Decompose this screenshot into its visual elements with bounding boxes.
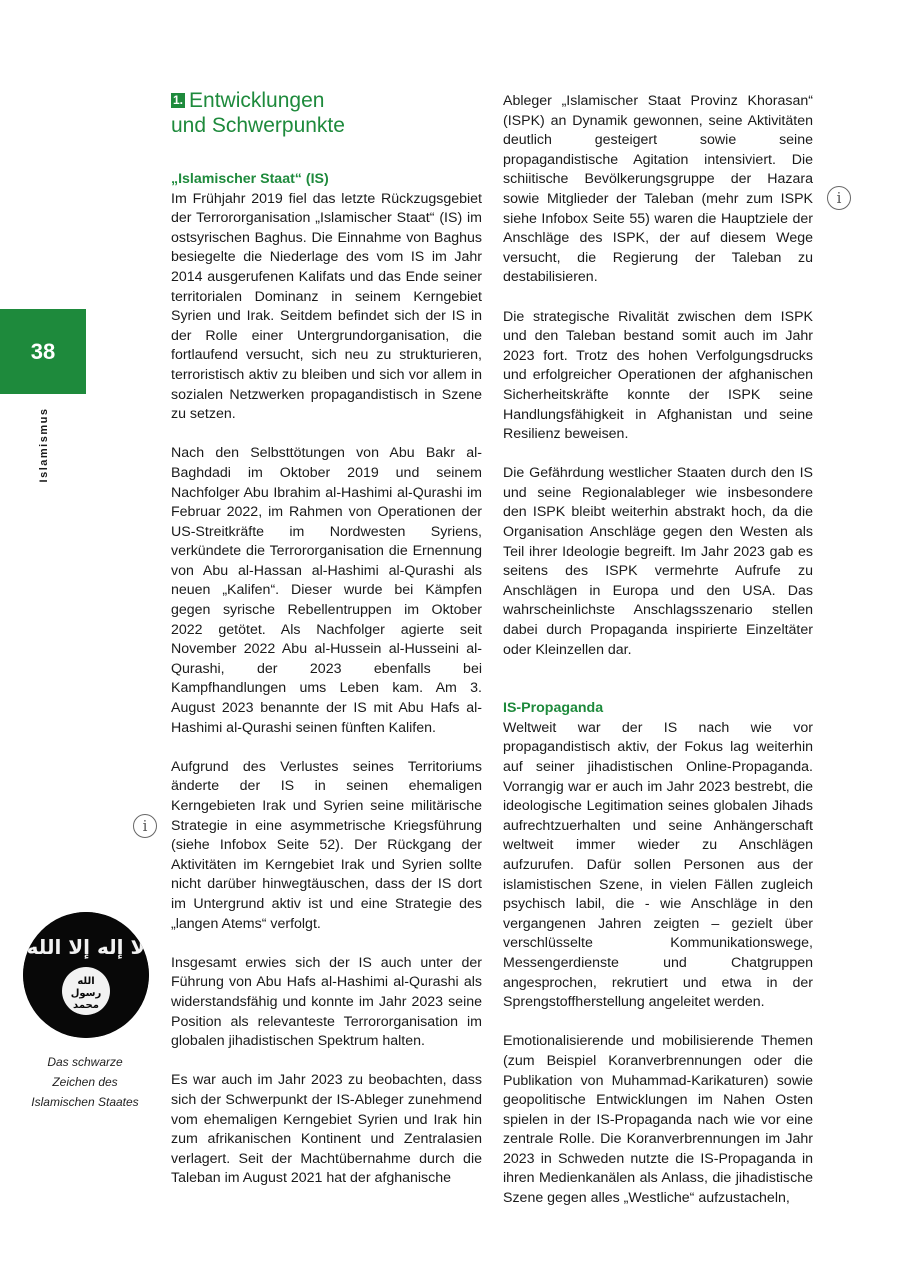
paragraph: Die Gefährdung westlicher Staaten durch den IS und seine Regionalableger wie insbesondere den ISPK bleibt weiterhin abstrakt hoch, da die Organisation Anschläge gegen den Westen als Teil ihrer Ideologie begreift. Im Jahr 2023 gab es seitens des ISPK vermehrte Aufrufe zu Anschlägen in Europa und den USA. Das wahrscheinlichste Anschlagsszenario stellen dabei durch Propaganda inspirierte Einzeltäter oder Kleinzellen dar. [503, 465, 813, 658]
flag-seal-text: الله [77, 976, 95, 987]
paragraph: Nach den Selbsttötungen von Abu Bakr al-Baghdadi im Oktober 2019 und seinem Nachfolger Abu Ibrahim al-Hashimi al-Qurashi im Februar 2022, im Rahmen von Operationen der US-Streitkräfte im Nordwesten Syriens, verkündete die Terrororganisation die Ernennung von Abu al-Hassan al-Hashimi al-Qurashi als neuen „Kalifen“. Dieser wurde bei Kämpfen gegen syrische Rebellentruppen im Oktober 2022 getötet. Als Nachfolger agierte seit November 2022 Abu al-Hussein al-Husseini al-Qurashi, der 2023 ebenfalls bei Kampfhandlungen ums Leben kam. Am 3. August 2023 benannte der IS mit Abu Hafs al-Hashimi al-Qurashi seinen fünften Kalifen. [171, 445, 482, 736]
paragraph: Im Frühjahr 2019 fiel das letzte Rückzugsgebiet der Terrororganisation „Islamischer Staat“ (IS) im ostsyrischen Baghus. Die Einnahme von Baghus besiegelte die Niederlage des vom IS im Jahr 2014 ausgerufenen Kalifats und das Ende seiner territorialen Dominanz in seinem Kerngebiet Syrien und Irak. Seitdem befindet sich der IS in der Rolle einer Untergrundorganisation, die fortlaufend versucht, sich neu zu strukturieren, terroristisch aktiv zu bleiben und sich vor allem in sozialen Netzwerken propagandistisch in Szene zu setzen. [171, 190, 482, 423]
page-number: 38 [30, 338, 56, 364]
paragraph: Insgesamt erwies sich der IS auch unter der Führung von Abu Hafs al-Hashimi al-Qurashi als widerstandsfähig und konnte im Jahr 2023 seine Position als relevanteste Terrororganisation im globalen jihadistischen Spektrum halten. [171, 954, 482, 1050]
info-icon[interactable]: i [827, 186, 851, 210]
info-icon[interactable]: i [133, 814, 157, 838]
paragraph: Emotionalisierende und mobilisierende Themen (zum Beispiel Koranverbrennungen oder die Publikation von Muhammad-Karikaturen) sowie geopolitische Entwicklungen im Nahen Osten spielen in der IS-Propaganda nach wie vor eine zentrale Rolle. Die Koranverbrennungen im Jahr 2023 in Schweden nutzte die IS-Propaganda in ihren Medienkanälen als Anlass, die jihadistische Szene gegen alles „Westliche“ aufzustacheln, [503, 1033, 813, 1207]
subheading: „Islamischer Staat“ (IS) [171, 171, 329, 187]
heading-line: Entwicklungen [189, 89, 325, 112]
flag-seal-text: رسول [70, 988, 102, 999]
paragraph: Weltweit war der IS nach wie vor propagandistisch aktiv, der Fokus lag weiterhin auf seiner jihadistischen Online-Propaganda. Vorrangig war er auch im Jahr 2023 bestrebt, die ideologische Legitimation seines globalen Jihads aufrechtzuerhalten und seine Anhängerschaft weltweit immer wieder zu Anschlägen aufzurufen. Dafür sollen Personen aus der islamistischen Szene, in vielen Fällen zugleich psychisch labil, die - wie Anschläge in den vergangenen Jahren zeigten – gezielt über verschlüsselte Kommunikationswege, Messengerdienste und Chatgruppen angesprochen, rekrutiert und etwa in der Sprengstoffherstellung angeleitet werden. [503, 719, 813, 1011]
paragraph: Aufgrund des Verlustes seines Territoriums änderte der IS in seinen ehemaligen Kerngebieten Irak und Syrien seine militärische Strategie in eine asymmetrische Kriegsführung (siehe Infobox Seite 52). Der Rückgang der Aktivitäten im Kerngebiet Irak und Syrien sollte nicht darüber hinwegtäuschen, dass der IS dort im Untergrund aktiv ist und eine Strategie des „langen Atems“ verfolgt. [171, 758, 482, 932]
chapter-number: 1. [173, 93, 184, 107]
caption-line: Islamischen Staates [31, 1095, 139, 1109]
left-column [171, 88, 482, 1208]
flag-graphic [23, 912, 149, 1038]
is-flag-image [23, 912, 149, 1038]
paragraph: Ableger „Islamischer Staat Provinz Khorasan“ (ISPK) an Dynamik gewonnen, seine Aktivitäten deutlich gesteigert sowie seine propagandistische Agitation intensiviert. Die schiitische Bevölkerungsgruppe der Hazara sowie Mitglieder der Taleban (mehr zum ISPK siehe Infobox Seite 55) waren die Hauptziele der Anschläge des ISPK, der auf diesem Wege versucht, die Regierung der Taleban zu destabilisieren. [503, 93, 813, 286]
heading-line: und Schwerpunkte [171, 114, 345, 137]
section-label: Islamismus [38, 407, 50, 483]
page-number-tab [0, 309, 86, 394]
flag-seal-text: محمد [73, 1000, 99, 1011]
chapter-heading [171, 88, 482, 138]
subheading: IS-Propaganda [503, 700, 604, 717]
caption-line: Zeichen des [52, 1075, 118, 1089]
paragraph: Es war auch im Jahr 2023 zu beobachten, dass sich der Schwerpunkt der IS-Ableger zunehmend vom ehemaligen Kerngebiet Syrien und Irak hin zum afrikanischen Kontinent und Zentralasien verlagert. Seit der Machtübernahme durch die Taleban im August 2021 hat der afghanische [171, 1072, 482, 1187]
right-column [503, 92, 813, 1228]
paragraph: Die strategische Rivalität zwischen dem ISPK und den Taleban bestand somit auch im Jahr 2023 fort. Trotz des hohen Verfolgungsdrucks und erfolgreicher Operationen der afghanischen Sicherheitskräfte konnte der ISPK seine Handlungsfähigkeit in Afghanistan und seine Resilienz beweisen. [503, 308, 813, 443]
caption-line: Das schwarze [47, 1055, 123, 1069]
flag-text-top: لا إله إلا الله [26, 935, 146, 959]
image-caption [20, 1052, 150, 1112]
